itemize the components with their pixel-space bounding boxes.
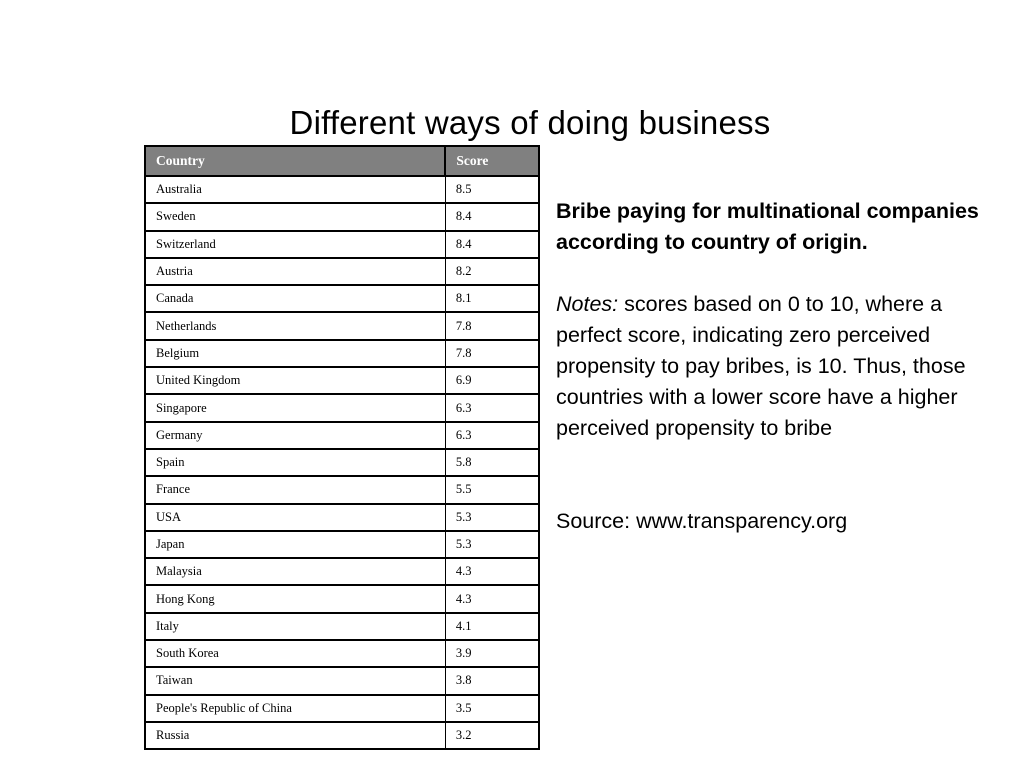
country-cell: Taiwan (145, 667, 445, 694)
score-cell: 4.3 (445, 558, 539, 585)
score-cell: 6.3 (445, 422, 539, 449)
notes-paragraph (556, 289, 996, 444)
column-header-score: Score (445, 146, 539, 176)
table-row (145, 585, 539, 612)
country-cell: Malaysia (145, 558, 445, 585)
country-cell: South Korea (145, 640, 445, 667)
table-row (145, 531, 539, 558)
table-row (145, 176, 539, 203)
table-row (145, 476, 539, 503)
country-cell: Canada (145, 285, 445, 312)
table-row (145, 667, 539, 694)
score-cell: 6.9 (445, 367, 539, 394)
table-header-row (145, 146, 539, 176)
table-row (145, 613, 539, 640)
country-cell: Spain (145, 449, 445, 476)
score-cell: 5.8 (445, 449, 539, 476)
column-header-country: Country (145, 146, 445, 176)
score-cell: 4.1 (445, 613, 539, 640)
table-row (145, 231, 539, 258)
table-row (145, 422, 539, 449)
score-cell: 8.5 (445, 176, 539, 203)
table-row (145, 394, 539, 421)
notes-label: Notes: (556, 292, 619, 316)
notes-text: scores based on 0 to 10, where a perfect score, indicating zero perceived propensity to pay bribes, is 10. Thus, those countries with a lower score have a higher perceived propensity to bribe (556, 292, 966, 440)
score-cell: 3.2 (445, 722, 539, 749)
table-row (145, 558, 539, 585)
source-line: Source: www.transparency.org (556, 509, 848, 533)
score-cell: 5.5 (445, 476, 539, 503)
table-body (145, 176, 539, 749)
country-cell: Germany (145, 422, 445, 449)
country-cell: Russia (145, 722, 445, 749)
table-row (145, 695, 539, 722)
score-cell: 8.2 (445, 258, 539, 285)
table-row (145, 312, 539, 339)
slide-title: Different ways of doing business (289, 104, 771, 141)
score-cell: 6.3 (445, 394, 539, 421)
country-cell: Netherlands (145, 312, 445, 339)
table-row (145, 504, 539, 531)
country-cell: United Kingdom (145, 367, 445, 394)
score-cell: 5.3 (445, 504, 539, 531)
table-row (145, 258, 539, 285)
country-cell: Sweden (145, 203, 445, 230)
country-cell: Belgium (145, 340, 445, 367)
score-cell: 3.5 (445, 695, 539, 722)
score-cell: 4.3 (445, 585, 539, 612)
country-cell: Hong Kong (145, 585, 445, 612)
country-cell: People's Republic of China (145, 695, 445, 722)
side-text-panel (556, 196, 996, 537)
table-row (145, 449, 539, 476)
table-row (145, 367, 539, 394)
country-cell: Singapore (145, 394, 445, 421)
score-cell: 5.3 (445, 531, 539, 558)
table-header (145, 146, 539, 176)
country-cell: France (145, 476, 445, 503)
table-description: Bribe paying for multinational companies according to country of origin. (556, 199, 979, 254)
score-cell: 3.8 (445, 667, 539, 694)
country-cell: Japan (145, 531, 445, 558)
country-cell: Switzerland (145, 231, 445, 258)
country-cell: Australia (145, 176, 445, 203)
table-row (145, 722, 539, 749)
score-cell: 3.9 (445, 640, 539, 667)
country-cell: Italy (145, 613, 445, 640)
score-cell: 7.8 (445, 340, 539, 367)
score-cell: 8.4 (445, 203, 539, 230)
country-cell: USA (145, 504, 445, 531)
country-cell: Austria (145, 258, 445, 285)
score-cell: 8.1 (445, 285, 539, 312)
table-row (145, 285, 539, 312)
table-row (145, 640, 539, 667)
bribe-score-table (144, 145, 540, 750)
score-cell: 8.4 (445, 231, 539, 258)
table-row (145, 340, 539, 367)
score-cell: 7.8 (445, 312, 539, 339)
table-row (145, 203, 539, 230)
